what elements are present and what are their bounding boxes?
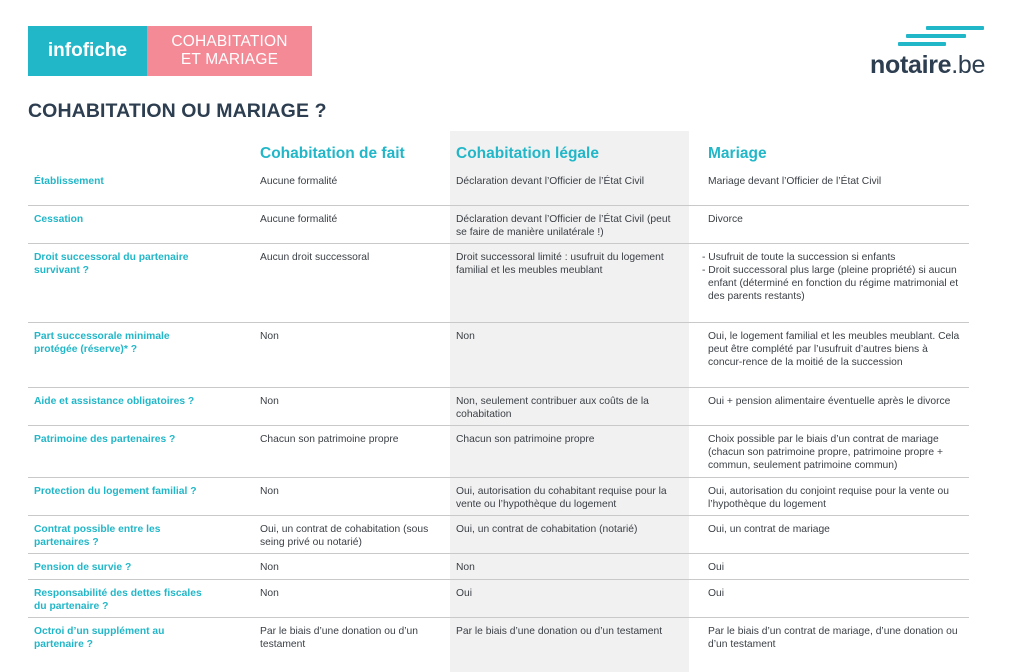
- table-row: [28, 477, 969, 515]
- column-header-cohabitation-legale: Cohabitation légale: [456, 145, 599, 162]
- mariage-succession-list: [699, 251, 961, 303]
- table-row: [28, 553, 969, 579]
- column-header-cohabitation-fait: Cohabitation de fait: [260, 145, 405, 162]
- cell-mariage: Oui: [689, 553, 969, 579]
- table-row: [28, 168, 969, 205]
- cell-fait: Non: [254, 579, 450, 617]
- row-label: Pension de survie ?: [28, 553, 254, 579]
- cell-fait: Aucun droit successoral: [254, 243, 450, 322]
- row-label: Établissement: [34, 176, 104, 187]
- cell-mariage: Oui, autorisation du conjoint requise pour la vente ou l’hypothèque du logement: [689, 477, 969, 515]
- table-row: [28, 322, 969, 387]
- cell-legale: Déclaration devant l’Officier de l’État Civil: [456, 176, 645, 187]
- table-row: [28, 579, 969, 617]
- badge-infofiche-label: infofiche: [28, 26, 147, 76]
- row-label: Part successorale minimale protégée (réserve)* ?: [28, 322, 254, 387]
- badge-topic: [147, 26, 312, 76]
- row-label: Patrimoine des partenaires ?: [28, 425, 254, 477]
- cell-legale: Chacun son patrimoine propre: [450, 425, 689, 477]
- list-item: - Usufruit de toute la succession si enfants: [699, 251, 961, 264]
- cell-mariage: Oui: [689, 579, 969, 617]
- row-label: Responsabilité des dettes fiscales du partenaire ?: [28, 579, 254, 617]
- table-row: [28, 617, 969, 655]
- cell-mariage: Divorce: [689, 205, 969, 243]
- cell-fait: Oui, un contrat de cohabitation (sous seing privé ou notarié): [254, 515, 450, 553]
- cell-mariage: Mariage devant l’Officier de l’État Civil: [708, 176, 882, 187]
- table-row: [28, 205, 969, 243]
- row-label: Aide et assistance obligatoires ?: [28, 387, 254, 425]
- column-header-mariage: Mariage: [708, 145, 767, 162]
- cell-mariage: [689, 243, 969, 322]
- cell-legale: Oui, autorisation du cohabitant requise pour la vente ou l’hypothèque du logement: [450, 477, 689, 515]
- cell-fait: Aucune formalité: [260, 176, 338, 187]
- infofiche-badge: [28, 26, 312, 76]
- cell-fait: Par le biais d’une donation ou d’un testament: [254, 617, 450, 655]
- badge-topic-line2: ET MARIAGE: [180, 51, 279, 68]
- comparison-table: [28, 131, 969, 655]
- logo-wordmark: [870, 51, 985, 80]
- cell-legale: Déclaration devant l’Officier de l’État Civil (peut se faire de manière unilatérale !): [450, 205, 689, 243]
- cell-fait: Non: [254, 553, 450, 579]
- cell-fait: Non: [254, 477, 450, 515]
- table-row: [28, 515, 969, 553]
- cell-legale: Droit successoral limité : usufruit du logement familial et les meubles meublant: [450, 243, 689, 322]
- table-row: [28, 387, 969, 425]
- list-item: - Droit successoral plus large (pleine propriété) si aucun enfant (déterminé en fonction du régime matrimonial et des parents restants): [699, 264, 961, 303]
- table-row: [28, 243, 969, 322]
- page-title: COHABITATION OU MARIAGE ?: [28, 100, 327, 122]
- cell-mariage: Choix possible par le biais d’un contrat de mariage (chacun son patrimoine propre, patrimoine propre + commun, seulement patrimoine commun): [689, 425, 969, 477]
- badge-topic-line1: COHABITATION: [171, 33, 288, 50]
- column-header-empty: [28, 131, 254, 168]
- table-header-row: [28, 131, 969, 168]
- cell-legale: Oui: [450, 579, 689, 617]
- row-label: Droit successoral du partenaire survivant ?: [28, 243, 254, 322]
- cell-legale: Par le biais d’une donation ou d’un testament: [450, 617, 689, 655]
- row-label: Contrat possible entre les partenaires ?: [28, 515, 254, 553]
- row-label: Protection du logement familial ?: [28, 477, 254, 515]
- cell-mariage: Oui, un contrat de mariage: [689, 515, 969, 553]
- logo-stripes-icon: [898, 26, 988, 50]
- cell-fait: Chacun son patrimoine propre: [254, 425, 450, 477]
- cell-fait: Aucune formalité: [254, 205, 450, 243]
- cell-legale: Oui, un contrat de cohabitation (notarié): [450, 515, 689, 553]
- cell-legale: Non: [450, 322, 689, 387]
- cell-fait: Non: [254, 387, 450, 425]
- cell-legale: Non, seulement contribuer aux coûts de la cohabitation: [450, 387, 689, 425]
- row-label: Octroi d’un supplément au partenaire ?: [28, 617, 254, 655]
- cell-legale: Non: [450, 553, 689, 579]
- cell-fait: Non: [254, 322, 450, 387]
- notaire-logo: [868, 26, 998, 80]
- cell-mariage: Oui, le logement familial et les meubles meublant. Cela peut être complété par l’usufruit d’autres biens à concur-rence de la moitié de la succession: [689, 322, 969, 387]
- logo-suffix-text: .be: [951, 51, 986, 79]
- cell-mariage: Par le biais d’un contrat de mariage, d’une donation ou d’un testament: [689, 617, 969, 655]
- logo-main-text: notaire: [870, 51, 952, 79]
- row-label: Cessation: [28, 205, 254, 243]
- table-row: [28, 425, 969, 477]
- cell-mariage: Oui + pension alimentaire éventuelle après le divorce: [689, 387, 969, 425]
